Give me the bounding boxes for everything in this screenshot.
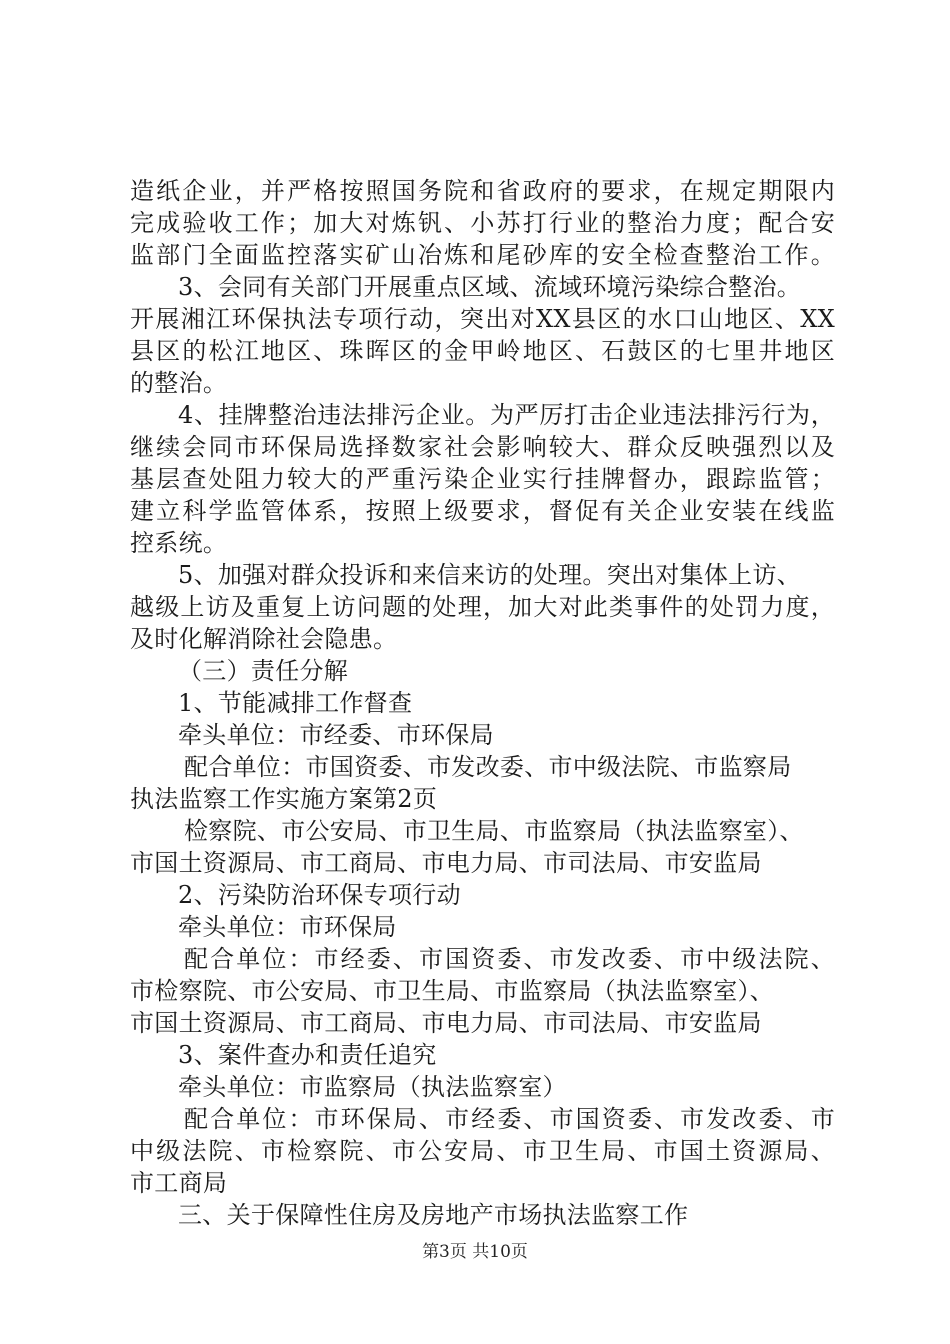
text-line: 及时化解消除社会隐患。 [130, 625, 398, 653]
text-line: 造纸企业，并严格按照国务院和省政府的要求，在规定期限内 [130, 177, 835, 205]
document-body [130, 175, 835, 1231]
text-line: 市工商局 [130, 1169, 228, 1197]
text-line: 3、会同有关部门开展重点区域、流域环境污染综合整治。 [178, 273, 802, 301]
text-line: 开展湘江环保执法专项行动，突出对XX县区的水口山地区、XX [130, 305, 835, 333]
subsection-heading: 3、案件查办和责任追究 [178, 1041, 437, 1069]
text-line: 建立科学监管体系，按照上级要求，督促有关企业安装在线监 [130, 497, 835, 525]
text-line: 继续会同市环保局选择数家社会影响较大、群众反映强烈以及 [130, 433, 835, 461]
text-line: 4、挂牌整治违法排污企业。为严厉打击企业违法排污行为， [178, 401, 835, 429]
text-line: 牵头单位：市监察局（执法监察室） [178, 1073, 567, 1101]
text-line: 配合单位：市经委、市国资委、市发改委、市中级法院、 [184, 945, 835, 973]
text-line: 检察院、市公安局、市卫生局、市监察局（执法监察室）、 [184, 817, 804, 845]
text-line: 牵头单位：市环保局 [178, 913, 397, 941]
text-line: 监部门全面监控落实矿山冶炼和尾砂库的安全检查整治工作。 [130, 241, 835, 269]
text-line: 中级法院、市检察院、市公安局、市卫生局、市国土资源局、 [130, 1137, 835, 1165]
section-heading: （三）责任分解 [178, 657, 349, 685]
text-line: 越级上访及重复上访问题的处理，加大对此类事件的处罚力度， [130, 593, 835, 621]
text-line: 5、加强对群众投诉和来信来访的处理。突出对集体上访、 [178, 561, 802, 589]
text-line: 完成验收工作；加大对炼钒、小苏打行业的整治力度；配合安 [130, 209, 835, 237]
page-footer: 第3页 共10页 [422, 1242, 528, 1262]
text-line: 县区的松江地区、珠晖区的金甲岭地区、石鼓区的七里井地区 [130, 337, 835, 365]
text-line: 执法监察工作实施方案第2页 [130, 785, 438, 813]
subsection-heading: 1、节能减排工作督查 [178, 689, 413, 717]
text-line: 市国土资源局、市工商局、市电力局、市司法局、市安监局 [130, 1009, 762, 1037]
text-line: 基层查处阻力较大的严重污染企业实行挂牌督办，跟踪监管； [130, 465, 835, 493]
text-line: 配合单位：市环保局、市经委、市国资委、市发改委、市 [184, 1105, 835, 1133]
text-line: 牵头单位：市经委、市环保局 [178, 721, 494, 749]
subsection-heading: 2、污染防治环保专项行动 [178, 881, 461, 909]
text-line: 控系统。 [130, 529, 228, 557]
text-line: 的整治。 [130, 369, 228, 397]
text-line: 市检察院、市公安局、市卫生局、市监察局（执法监察室）、 [130, 977, 775, 1005]
text-line: 市国土资源局、市工商局、市电力局、市司法局、市安监局 [130, 849, 762, 877]
text-line: 配合单位：市国资委、市发改委、市中级法院、市监察局 [184, 753, 792, 781]
section-heading: 三、关于保障性住房及房地产市场执法监察工作 [178, 1201, 689, 1229]
